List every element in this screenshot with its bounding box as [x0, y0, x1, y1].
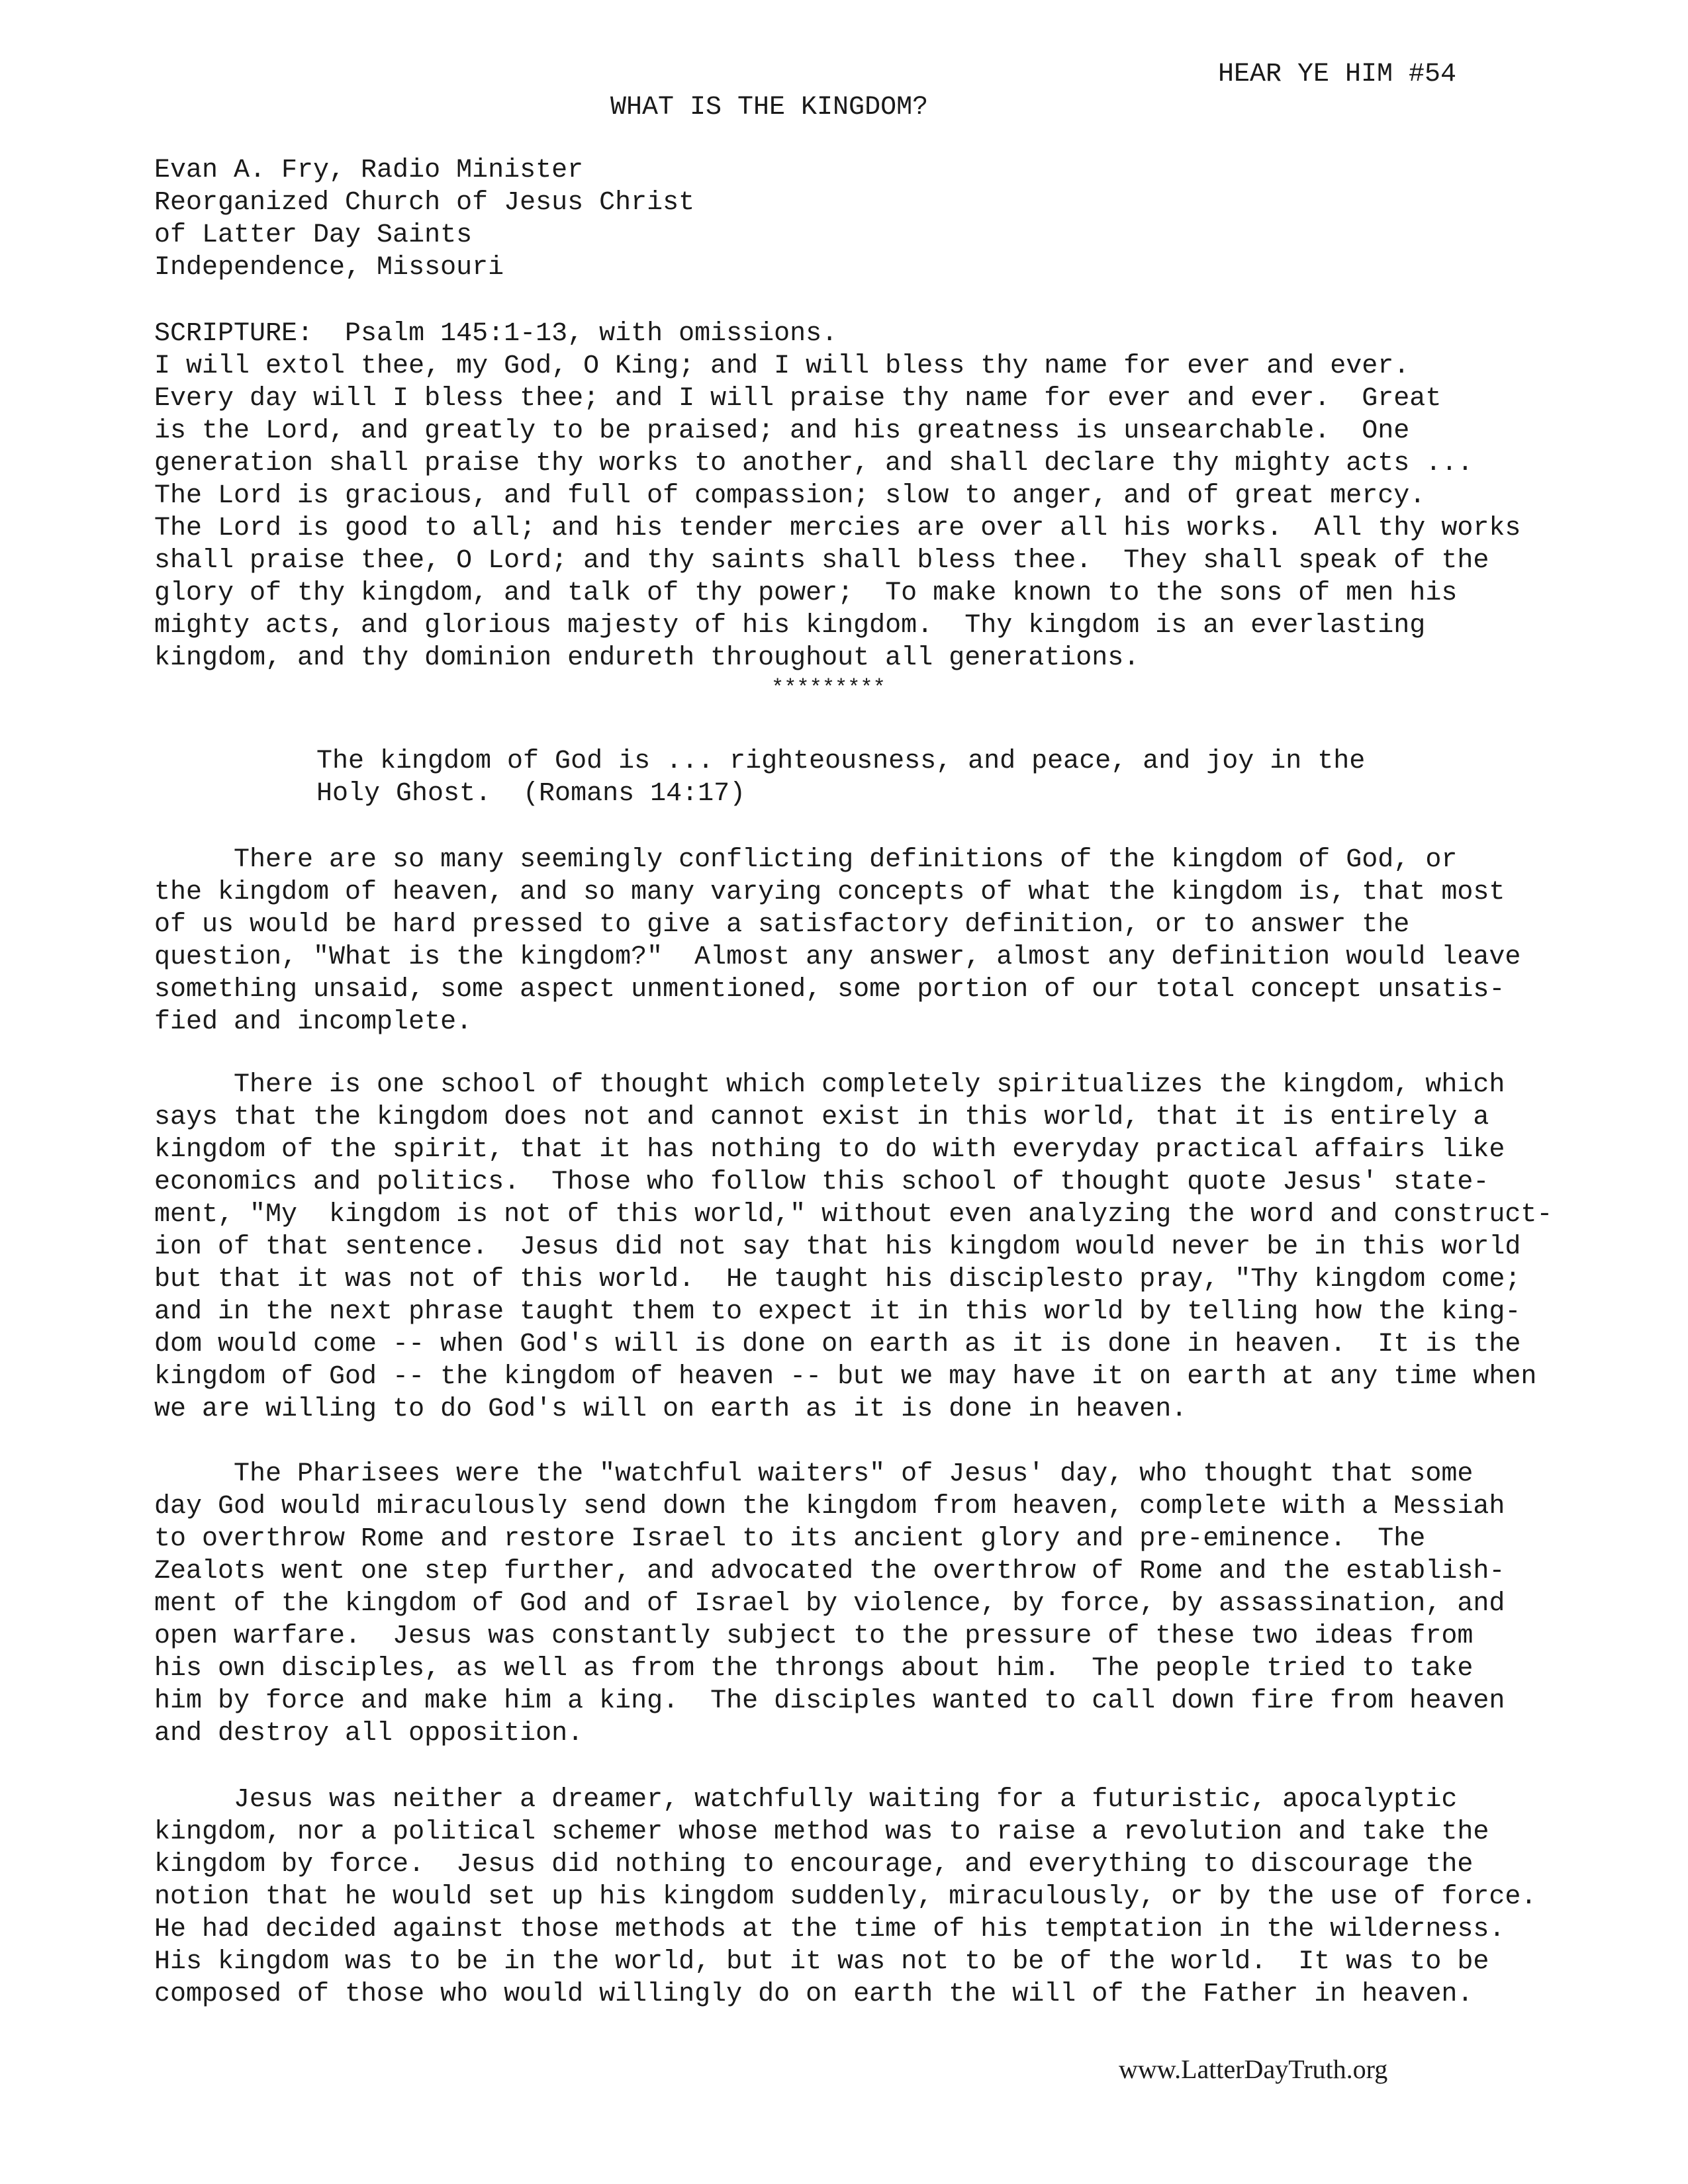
paragraph-line: kingdom of the spirit, that it has nothing to do with everyday practical affairs like	[154, 1135, 1505, 1165]
paragraph-line: dom would come -- when God's will is done on earth as it is done in heaven. It is the	[154, 1330, 1521, 1359]
paragraph-line: Zealots went one step further, and advocated the overthrow of Rome and the establish-	[154, 1557, 1505, 1586]
page-title: WHAT IS THE KINGDOM?	[610, 93, 929, 122]
paragraph-line: his own disciples, as well as from the throngs about him. The people tried to take	[154, 1654, 1474, 1684]
paragraph-line: him by force and make him a king. The disciples wanted to call down fire from heaven	[154, 1686, 1505, 1716]
author-line: Reorganized Church of Jesus Christ	[154, 188, 695, 218]
series-number: HEAR YE HIM #54	[1218, 60, 1457, 89]
paragraph-line: question, "What is the kingdom?" Almost any answer, almost any definition would leave	[154, 942, 1521, 972]
paragraph-line: economics and politics. Those who follow this school of thought quote Jesus' state-	[154, 1167, 1489, 1197]
quote-line: Holy Ghost. (Romans 14:17)	[316, 779, 746, 809]
paragraph-line: we are willing to do God's will on earth as it is done in heaven.	[154, 1394, 1188, 1424]
paragraph-line: There is one school of thought which completely spiritualizes the kingdom, which	[154, 1070, 1505, 1100]
paragraph-line: of us would be hard pressed to give a satisfactory definition, or to answer the	[154, 910, 1410, 940]
paragraph-line: and destroy all opposition.	[154, 1719, 584, 1749]
paragraph-line: notion that he would set up his kingdom suddenly, miraculously, or by the use of force.	[154, 1882, 1537, 1912]
paragraph-2	[154, 1069, 1577, 1426]
paragraph-line: fied and incomplete.	[154, 1007, 473, 1037]
scripture-line: SCRIPTURE: Psalm 145:1-13, with omissions.	[154, 319, 838, 349]
scripture-line: shall praise thee, O Lord; and thy saints shall bless thee. They shall speak of the	[154, 546, 1489, 576]
paragraph-line: says that the kingdom does not and cannot exist in this world, that it is entirely a	[154, 1103, 1489, 1132]
paragraph-3	[154, 1458, 1577, 1750]
scripture-line: mighty acts, and glorious majesty of his kingdom. Thy kingdom is an everlasting	[154, 611, 1426, 641]
scripture-line: generation shall praise thy works to another, and shall declare thy mighty acts ...	[154, 449, 1474, 478]
scripture-line: I will extol thee, my God, O King; and I will bless thy name for ever and ever.	[154, 351, 1410, 381]
paragraph-line: The Pharisees were the "watchful waiters" of Jesus' day, who thought that some	[154, 1459, 1474, 1489]
paragraph-line: but that it was not of this world. He taught his disciplesto pray, "Thy kingdom come;	[154, 1265, 1521, 1295]
scripture-line: glory of thy kingdom, and talk of thy power; To make known to the sons of men his	[154, 578, 1458, 608]
scripture-block	[154, 318, 1577, 674]
scripture-line: Every day will I bless thee; and I will praise thy name for ever and ever. Great	[154, 384, 1442, 414]
paragraph-line: kingdom by force. Jesus did nothing to encourage, and everything to discourage the	[154, 1850, 1474, 1880]
paragraph-1	[154, 844, 1577, 1038]
paragraph-line: ment of the kingdom of God and of Israel by violence, by force, by assassination, and	[154, 1589, 1505, 1619]
paragraph-line: He had decided against those methods at the time of his temptation in the wilderness.	[154, 1915, 1505, 1944]
epigraph-quote	[316, 745, 1688, 810]
scripture-line: The Lord is good to all; and his tender mercies are over all his works. All thy works	[154, 514, 1521, 543]
paragraph-line: kingdom of God -- the kingdom of heaven -- but we may have it on earth at any time when	[154, 1362, 1537, 1392]
paragraph-line: to overthrow Rome and restore Israel to its ancient glory and pre-eminence. The	[154, 1524, 1426, 1554]
paragraph-line: Jesus was neither a dreamer, watchfully waiting for a futuristic, apocalyptic	[154, 1785, 1458, 1815]
author-line: of Latter Day Saints	[154, 220, 473, 250]
paragraph-line: open warfare. Jesus was constantly subject to the pressure of these two ideas from	[154, 1621, 1474, 1651]
separator-stars: *********	[771, 676, 886, 700]
quote-line: The kingdom of God is ... righteousness, and peace, and joy in the	[316, 747, 1366, 776]
paragraph-line: ment, "My kingdom is not of this world," without even analyzing the word and construct-	[154, 1200, 1553, 1230]
paragraph-line: something unsaid, some aspect unmentioned, some portion of our total concept unsatis-	[154, 975, 1505, 1005]
author-line: Evan A. Fry, Radio Minister	[154, 156, 584, 185]
scripture-line: is the Lord, and greatly to be praised; and his greatness is unsearchable. One	[154, 416, 1410, 446]
footer-url: www.LatterDayTruth.org	[1119, 2054, 1388, 2084]
paragraph-line: kingdom, nor a political schemer whose method was to raise a revolution and take the	[154, 1817, 1489, 1847]
paragraph-line: ion of that sentence. Jesus did not say that his kingdom would never be in this world	[154, 1232, 1521, 1262]
paragraph-line: There are so many seemingly conflicting definitions of the kingdom of God, or	[154, 845, 1458, 875]
paragraph-line: and in the next phrase taught them to expect it in this world by telling how the king-	[154, 1297, 1521, 1327]
author-block	[154, 154, 1577, 284]
paragraph-line: composed of those who would willingly do on earth the will of the Father in heaven.	[154, 1979, 1474, 2009]
paragraph-line: day God would miraculously send down the kingdom from heaven, complete with a Messiah	[154, 1492, 1505, 1522]
paragraph-line: His kingdom was to be in the world, but it was not to be of the world. It was to be	[154, 1947, 1489, 1977]
scripture-line: The Lord is gracious, and full of compassion; slow to anger, and of great mercy.	[154, 481, 1426, 511]
paragraph-4	[154, 1784, 1577, 2011]
author-line: Independence, Missouri	[154, 253, 504, 283]
paragraph-line: the kingdom of heaven, and so many varying concepts of what the kingdom is, that most	[154, 878, 1505, 907]
scripture-line: kingdom, and thy dominion endureth throughout all generations.	[154, 643, 1140, 673]
